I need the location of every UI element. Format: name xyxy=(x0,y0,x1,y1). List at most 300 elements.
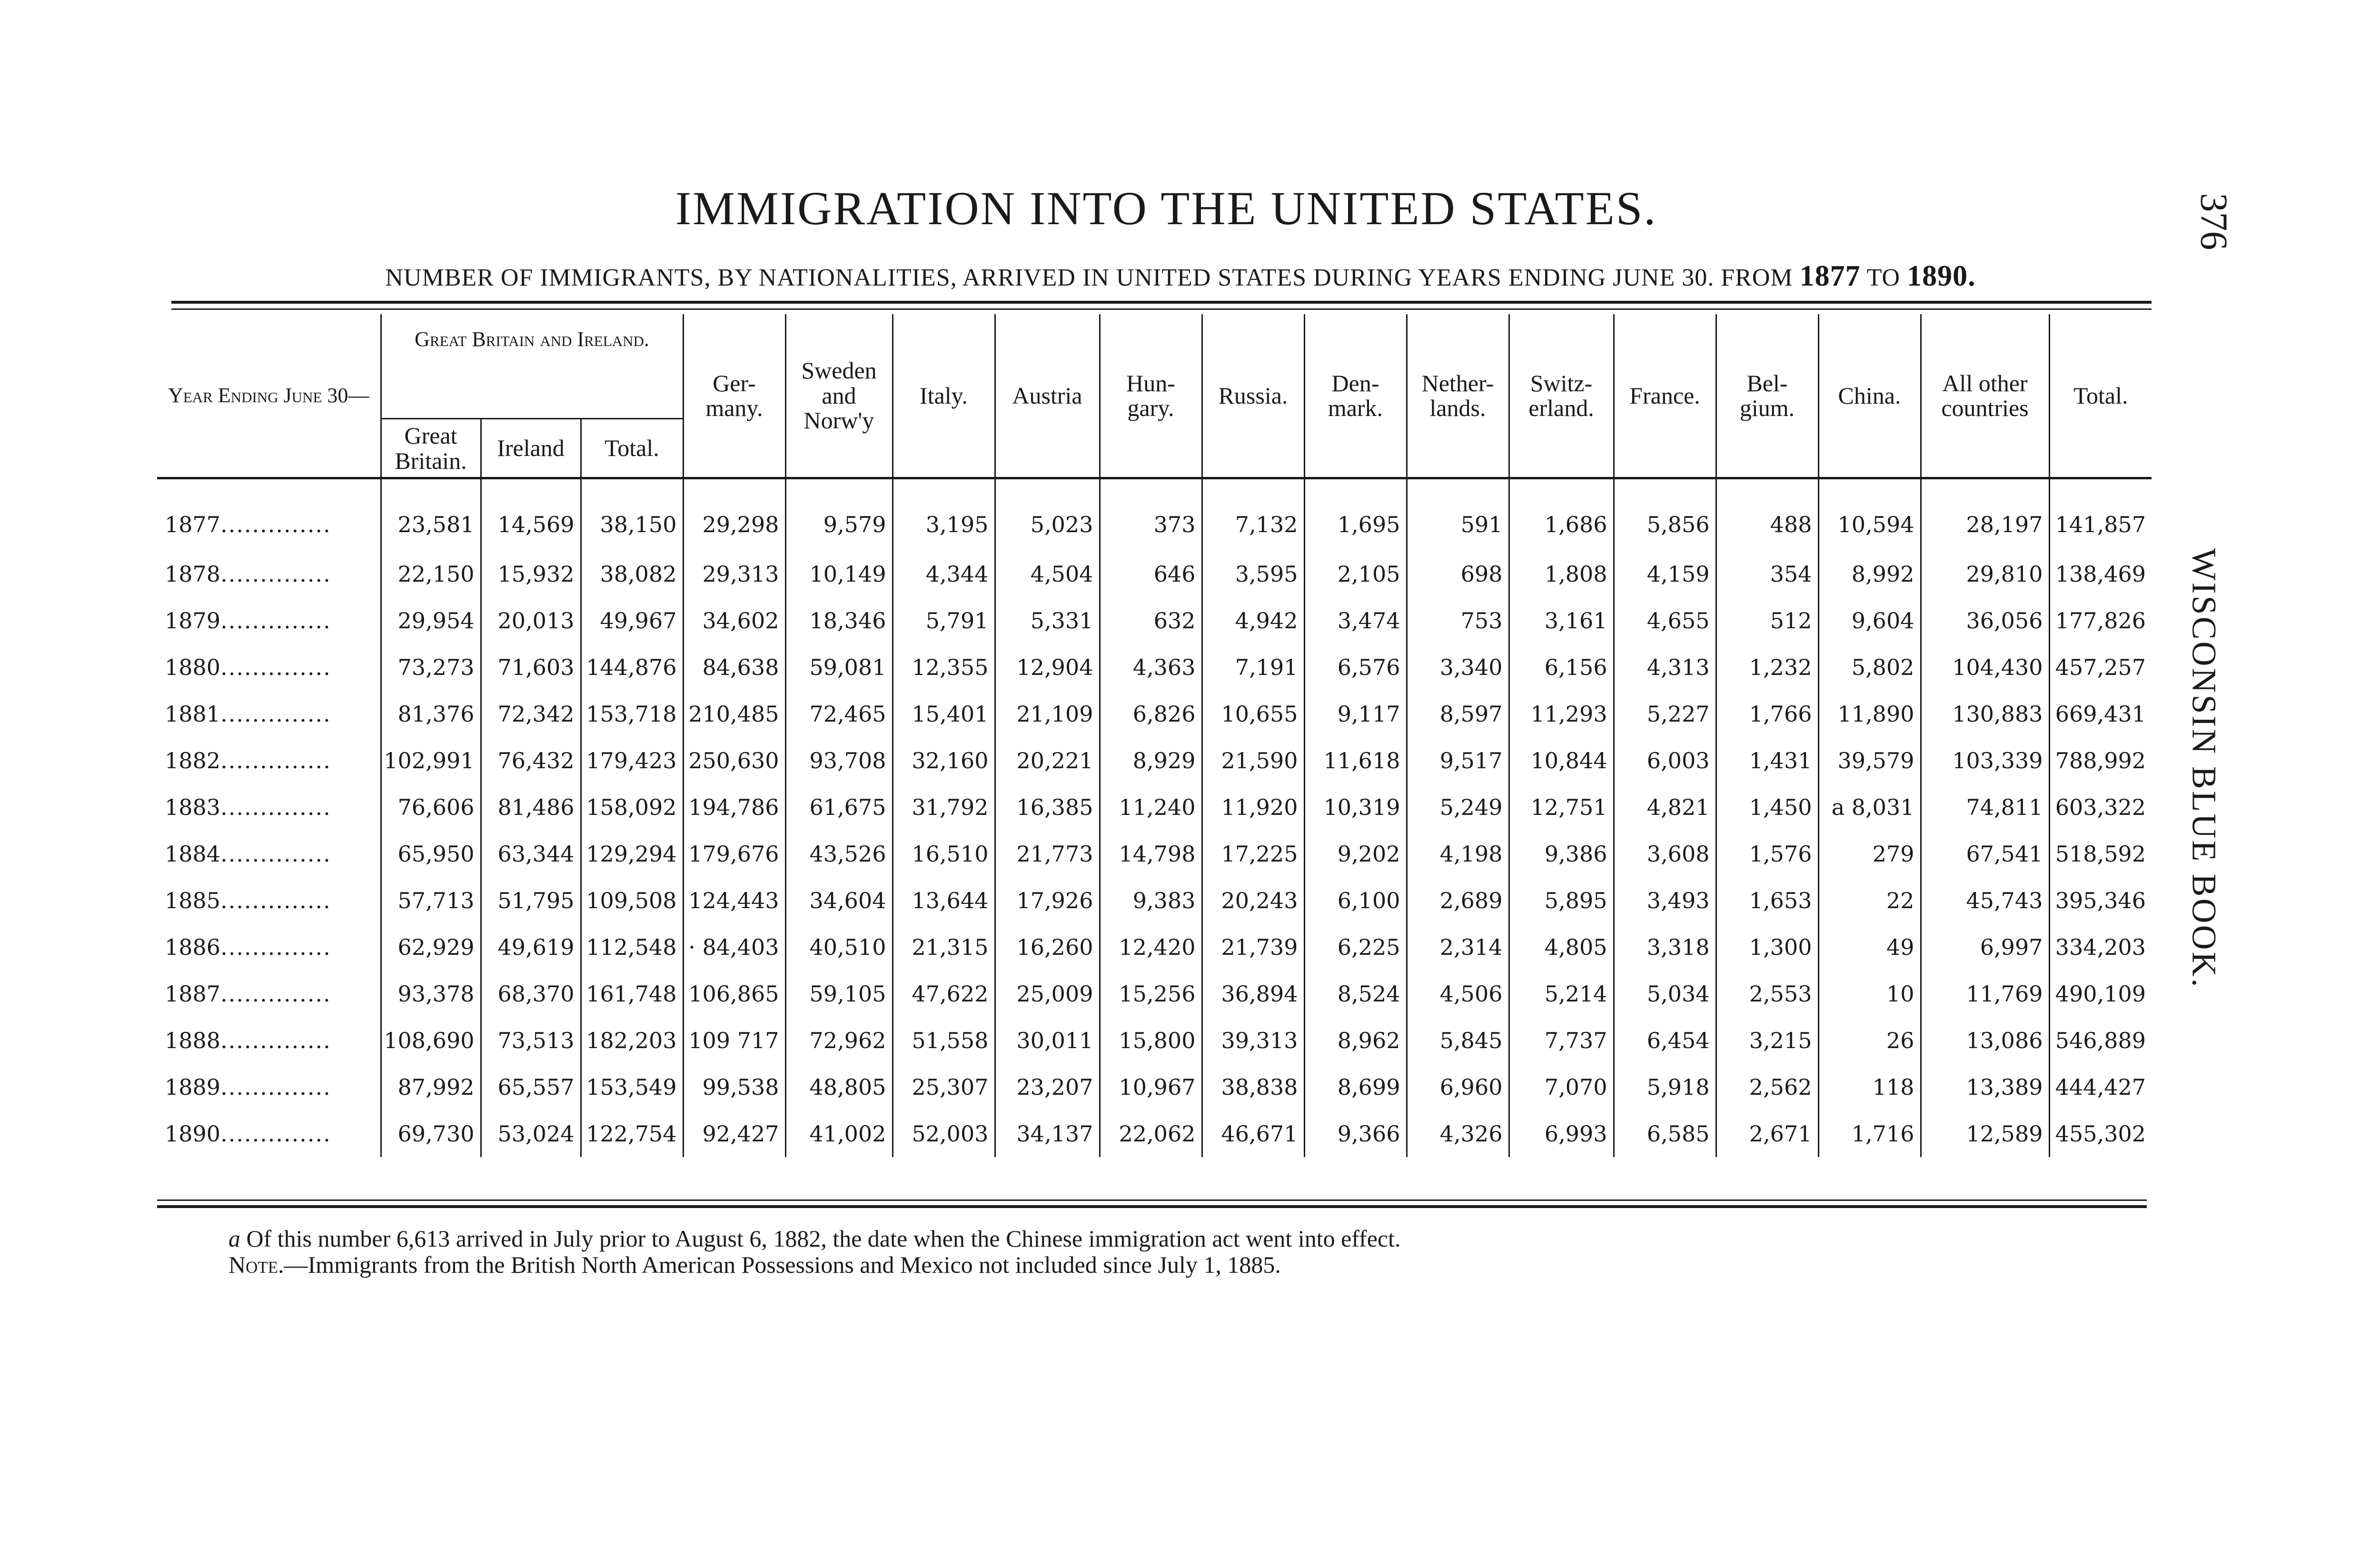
table-cell: 11,920 xyxy=(1202,784,1304,831)
table-cell: 158,092 xyxy=(581,784,683,831)
table-cell: 9,383 xyxy=(1100,877,1202,924)
row-year-label: 1880 xyxy=(165,654,221,680)
table-cell: 11,618 xyxy=(1304,737,1407,784)
table-cell: 6,100 xyxy=(1304,877,1407,924)
row-year-label: 1886 xyxy=(165,934,221,960)
table-cell: 68,370 xyxy=(481,971,581,1017)
table-cell: 81,486 xyxy=(481,784,581,831)
row-year xyxy=(157,1064,381,1110)
table-row xyxy=(157,971,2152,1017)
table-cell: 5,034 xyxy=(1614,971,1716,1017)
table-cell: 13,644 xyxy=(892,877,995,924)
table-cell: 5,331 xyxy=(995,597,1100,644)
table-cell: 43,526 xyxy=(785,831,892,877)
table-cell: 10,967 xyxy=(1100,1064,1202,1110)
footnotes xyxy=(228,1226,2037,1278)
table-cell: 53,024 xyxy=(481,1110,581,1157)
table-body xyxy=(157,478,2152,1158)
table-cell: 124,443 xyxy=(683,877,785,924)
table-cell: 177,826 xyxy=(2055,608,2146,634)
table-cell: 3,195 xyxy=(892,478,995,551)
header-ireland: Ireland xyxy=(481,419,581,478)
table-cell: 118 xyxy=(1818,1064,1921,1110)
table-cell: 591 xyxy=(1407,478,1509,551)
table-cell: 20,221 xyxy=(995,737,1100,784)
table-cell: 646 xyxy=(1100,551,1202,597)
table-cell: 13,086 xyxy=(1921,1017,2049,1064)
table-cell: 73,273 xyxy=(381,644,481,691)
table-cell: 63,344 xyxy=(481,831,581,877)
table-cell: 93,378 xyxy=(381,971,481,1017)
table-cell: 10,149 xyxy=(785,551,892,597)
table-cell: 23,581 xyxy=(381,478,481,551)
table-cell: 1,695 xyxy=(1304,478,1407,551)
header-denmark: Den-mark. xyxy=(1304,314,1407,478)
table-cell: 20,013 xyxy=(481,597,581,644)
table-cell: 1,232 xyxy=(1716,644,1818,691)
table-cell: 8,929 xyxy=(1100,737,1202,784)
header-france: France. xyxy=(1614,314,1716,478)
table-cell: 23,207 xyxy=(995,1064,1100,1110)
table-cell: 512 xyxy=(1716,597,1818,644)
row-leader-dots: .............. xyxy=(220,981,331,1007)
table-cell: 5,802 xyxy=(1818,644,1921,691)
table-cell: 109 717 xyxy=(683,1017,785,1064)
footnote-a xyxy=(228,1226,2037,1252)
table-cell: 49,967 xyxy=(581,597,683,644)
table-cell: 12,420 xyxy=(1100,924,1202,971)
row-leader-dots: .............. xyxy=(220,1121,331,1147)
table-cell: 12,355 xyxy=(892,644,995,691)
table-cell: a 8,031 xyxy=(1818,784,1921,831)
table-cell: 8,524 xyxy=(1304,971,1407,1017)
table-cell: 39,313 xyxy=(1202,1017,1304,1064)
table-cell: 4,655 xyxy=(1614,597,1716,644)
table-cell: 5,249 xyxy=(1407,784,1509,831)
table-row xyxy=(157,597,2152,644)
table-cell: 36,056 xyxy=(1921,597,2049,644)
table-cell: 5,214 xyxy=(1509,971,1614,1017)
table-cell: 8,699 xyxy=(1304,1064,1407,1110)
row-leader-dots: .............. xyxy=(220,654,331,680)
top-rule-thin xyxy=(171,308,2152,310)
table-row xyxy=(157,691,2152,737)
table-cell: 130,883 xyxy=(1921,691,2049,737)
table-cell: 29,298 xyxy=(683,478,785,551)
table-cell: 4,942 xyxy=(1202,597,1304,644)
row-leader-dots: .............. xyxy=(220,1028,331,1053)
table-cell: 16,510 xyxy=(892,831,995,877)
header-belgium: Bel-gium. xyxy=(1716,314,1818,478)
subtitle-from-year: 1877 xyxy=(1799,260,1861,292)
header-germany: Ger-many. xyxy=(683,314,785,478)
table-cell: 6,997 xyxy=(1921,924,2049,971)
table-cell: 8,597 xyxy=(1407,691,1509,737)
bottom-rule-thick xyxy=(157,1205,2147,1208)
table-cell: 36,894 xyxy=(1202,971,1304,1017)
table-cell: 603,322 xyxy=(2055,794,2146,820)
table-cell: 3,493 xyxy=(1614,877,1716,924)
table-cell: 153,718 xyxy=(581,691,683,737)
table-cell: 49,619 xyxy=(481,924,581,971)
table-cell: 279 xyxy=(1818,831,1921,877)
table-cell: 4,198 xyxy=(1407,831,1509,877)
table-cell: 6,225 xyxy=(1304,924,1407,971)
table-cell: 38,082 xyxy=(581,551,683,597)
table-cell: 65,557 xyxy=(481,1064,581,1110)
table-cell: 488 xyxy=(1716,478,1818,551)
table-cell: 4,326 xyxy=(1407,1110,1509,1157)
table-cell: 59,081 xyxy=(785,644,892,691)
table-cell: 373 xyxy=(1100,478,1202,551)
row-year xyxy=(157,691,381,737)
table-cell: 6,993 xyxy=(1509,1110,1614,1157)
subtitle-to-word: TO xyxy=(1866,264,1901,291)
table-cell: 17,225 xyxy=(1202,831,1304,877)
table-cell: 48,805 xyxy=(785,1064,892,1110)
table-cell: 25,009 xyxy=(995,971,1100,1017)
row-leader-dots: .............. xyxy=(220,794,331,820)
row-year-label: 1884 xyxy=(165,841,221,867)
table-cell: 5,856 xyxy=(1614,478,1716,551)
row-year-label: 1887 xyxy=(165,981,221,1007)
table-cell: 16,385 xyxy=(995,784,1100,831)
table-cell: 93,708 xyxy=(785,737,892,784)
table-cell: 13,389 xyxy=(1921,1064,2049,1110)
table-row xyxy=(157,924,2152,971)
table-cell: 4,821 xyxy=(1614,784,1716,831)
table-cell: 87,992 xyxy=(381,1064,481,1110)
table-cell: 11,890 xyxy=(1818,691,1921,737)
table-cell: 9,517 xyxy=(1407,737,1509,784)
table-cell: 15,800 xyxy=(1100,1017,1202,1064)
table-cell: 250,630 xyxy=(683,737,785,784)
row-year xyxy=(157,551,381,597)
row-leader-dots: .............. xyxy=(220,841,331,867)
table-cell: 21,773 xyxy=(995,831,1100,877)
table-cell: 22 xyxy=(1818,877,1921,924)
table-cell: 52,003 xyxy=(892,1110,995,1157)
table-cell: 17,926 xyxy=(995,877,1100,924)
table-cell: 15,932 xyxy=(481,551,581,597)
table-cell: 84,638 xyxy=(683,644,785,691)
table-cell: 46,671 xyxy=(1202,1110,1304,1157)
table-cell: 59,105 xyxy=(785,971,892,1017)
table-cell: 21,109 xyxy=(995,691,1100,737)
table-cell: 65,950 xyxy=(381,831,481,877)
table-cell: 14,798 xyxy=(1100,831,1202,877)
row-leader-dots: .............. xyxy=(220,934,331,960)
table-cell: 22,062 xyxy=(1100,1110,1202,1157)
table-cell: 61,675 xyxy=(785,784,892,831)
table-cell: 102,991 xyxy=(381,737,481,784)
row-leader-dots: .............. xyxy=(220,701,331,727)
header-grand-total: Total. xyxy=(2049,314,2152,478)
table-cell: 12,751 xyxy=(1509,784,1614,831)
table-cell: 153,549 xyxy=(581,1064,683,1110)
table-cell: · 84,403 xyxy=(683,924,785,971)
table-cell: 11,293 xyxy=(1509,691,1614,737)
table-cell: 29,954 xyxy=(381,597,481,644)
table-cell: 32,160 xyxy=(892,737,995,784)
table-cell: 6,585 xyxy=(1614,1110,1716,1157)
footnote-a-marker: a xyxy=(228,1225,240,1252)
table-cell: 8,962 xyxy=(1304,1017,1407,1064)
table-cell: 179,676 xyxy=(683,831,785,877)
table-cell: 73,513 xyxy=(481,1017,581,1064)
table-cell: 1,576 xyxy=(1716,831,1818,877)
table-cell: 518,592 xyxy=(2055,841,2146,867)
table-cell: 72,342 xyxy=(481,691,581,737)
table-cell: 161,748 xyxy=(581,971,683,1017)
table-cell: 10,594 xyxy=(1818,478,1921,551)
table-cell: 9,202 xyxy=(1304,831,1407,877)
table-cell: 10,655 xyxy=(1202,691,1304,737)
row-year xyxy=(157,1110,381,1157)
row-year xyxy=(157,478,381,551)
table-cell: 546,889 xyxy=(2055,1028,2146,1053)
table-cell: 4,344 xyxy=(892,551,995,597)
table-row xyxy=(157,877,2152,924)
row-year xyxy=(157,737,381,784)
table-cell: 632 xyxy=(1100,597,1202,644)
row-year-label: 1883 xyxy=(165,794,221,820)
table-cell: 4,506 xyxy=(1407,971,1509,1017)
table-cell: 49 xyxy=(1818,924,1921,971)
header-hungary: Hun-gary. xyxy=(1100,314,1202,478)
table-row xyxy=(157,737,2152,784)
table-cell: 12,904 xyxy=(995,644,1100,691)
row-leader-dots: .............. xyxy=(220,561,331,587)
table-row xyxy=(157,1110,2152,1157)
row-year xyxy=(157,644,381,691)
table-cell: 72,465 xyxy=(785,691,892,737)
table-cell: 76,432 xyxy=(481,737,581,784)
row-year xyxy=(157,597,381,644)
row-year xyxy=(157,784,381,831)
table-cell: 92,427 xyxy=(683,1110,785,1157)
table-cell: 698 xyxy=(1407,551,1509,597)
table-cell: 1,300 xyxy=(1716,924,1818,971)
table-row xyxy=(157,784,2152,831)
header-china: China. xyxy=(1818,314,1921,478)
table-cell: 22,150 xyxy=(381,551,481,597)
table-cell: 10,844 xyxy=(1509,737,1614,784)
table-cell: 106,865 xyxy=(683,971,785,1017)
table-cell: 6,156 xyxy=(1509,644,1614,691)
row-year xyxy=(157,1017,381,1064)
row-year-label: 1888 xyxy=(165,1028,221,1053)
table-cell: 21,739 xyxy=(1202,924,1304,971)
table-cell: 122,754 xyxy=(581,1110,683,1157)
table-cell: 3,215 xyxy=(1716,1017,1818,1064)
table-row xyxy=(157,644,2152,691)
table-cell: 11,769 xyxy=(1921,971,2049,1017)
header-italy: Italy. xyxy=(892,314,995,478)
table-cell: 16,260 xyxy=(995,924,1100,971)
header-austria: Austria xyxy=(995,314,1100,478)
table-cell: 4,313 xyxy=(1614,644,1716,691)
table-cell: 41,002 xyxy=(785,1110,892,1157)
table-cell: 141,857 xyxy=(2055,512,2146,537)
table-cell: 788,992 xyxy=(2055,748,2146,773)
row-leader-dots: .............. xyxy=(220,748,331,773)
header-switzerland: Switz-erland. xyxy=(1509,314,1614,478)
table-cell: 21,315 xyxy=(892,924,995,971)
table-cell: 2,562 xyxy=(1716,1064,1818,1110)
table-cell: 444,427 xyxy=(2055,1074,2146,1100)
table-subtitle xyxy=(200,259,2161,293)
table-cell: 72,962 xyxy=(785,1017,892,1064)
table-cell: 3,318 xyxy=(1614,924,1716,971)
table-cell: 1,450 xyxy=(1716,784,1818,831)
table-cell: 108,690 xyxy=(381,1017,481,1064)
note-label: Note. xyxy=(228,1251,284,1278)
header-all-other-countries: All other countries xyxy=(1921,314,2049,478)
row-year-label: 1882 xyxy=(165,748,221,773)
table-cell: 45,743 xyxy=(1921,877,2049,924)
table-cell: 3,340 xyxy=(1407,644,1509,691)
footnote-note xyxy=(228,1252,2037,1278)
table-cell: 194,786 xyxy=(683,784,785,831)
table-cell: 38,838 xyxy=(1202,1064,1304,1110)
table-cell: 9,366 xyxy=(1304,1110,1407,1157)
table-cell: 1,808 xyxy=(1509,551,1614,597)
table-cell: 21,590 xyxy=(1202,737,1304,784)
immigration-table xyxy=(157,314,2152,1157)
table-cell: 5,023 xyxy=(995,478,1100,551)
table-cell: 29,313 xyxy=(683,551,785,597)
table-cell: 455,302 xyxy=(2055,1121,2146,1147)
table-cell: 5,845 xyxy=(1407,1017,1509,1064)
table-cell: 14,569 xyxy=(481,478,581,551)
row-year-label: 1889 xyxy=(165,1074,221,1100)
table-cell: 4,805 xyxy=(1509,924,1614,971)
header-great-britain: Great Britain. xyxy=(381,419,481,478)
table-cell: 354 xyxy=(1716,551,1818,597)
table-cell: 81,376 xyxy=(381,691,481,737)
table-cell: 47,622 xyxy=(892,971,995,1017)
table-cell: 457,257 xyxy=(2055,654,2146,680)
row-year-label: 1877 xyxy=(165,512,221,537)
table-cell: 1,686 xyxy=(1509,478,1614,551)
table-cell: 129,294 xyxy=(581,831,683,877)
header-group-great-britain-ireland: Great Britain and Ireland. xyxy=(381,314,683,419)
table-cell: 2,671 xyxy=(1716,1110,1818,1157)
footnote-a-text: Of this number 6,613 arrived in July prior to August 6, 1882, the date when the Chinese immigration act went into effect. xyxy=(246,1225,1401,1252)
table-cell: 112,548 xyxy=(581,924,683,971)
header-sweden-norway: Sweden and Norw'y xyxy=(785,314,892,478)
table-cell: 7,191 xyxy=(1202,644,1304,691)
table-cell: 7,132 xyxy=(1202,478,1304,551)
table-cell: 74,811 xyxy=(1921,784,2049,831)
table-row xyxy=(157,1064,2152,1110)
table-row xyxy=(157,551,2152,597)
table-row xyxy=(157,831,2152,877)
table-cell: 2,553 xyxy=(1716,971,1818,1017)
table-cell: 69,730 xyxy=(381,1110,481,1157)
header-netherlands: Nether-lands. xyxy=(1407,314,1509,478)
table-cell: 51,558 xyxy=(892,1017,995,1064)
table-cell: 6,576 xyxy=(1304,644,1407,691)
table-cell: 144,876 xyxy=(581,644,683,691)
table-cell: 6,960 xyxy=(1407,1064,1509,1110)
table-cell: 67,541 xyxy=(1921,831,2049,877)
table-cell: 490,109 xyxy=(2055,981,2146,1007)
table-cell: 395,346 xyxy=(2055,888,2146,913)
table-cell: 40,510 xyxy=(785,924,892,971)
table-cell: 5,791 xyxy=(892,597,995,644)
row-year xyxy=(157,924,381,971)
table-cell: 26 xyxy=(1818,1017,1921,1064)
header-year-ending: Year Ending June 30— xyxy=(157,314,381,478)
page-number: 376 xyxy=(2192,193,2235,250)
running-side-title: WISCONSIN BLUE BOOK. xyxy=(2185,548,2223,989)
table-cell: 2,314 xyxy=(1407,924,1509,971)
table-cell: 15,401 xyxy=(892,691,995,737)
header-gb-ireland-total: Total. xyxy=(581,419,683,478)
table-cell: 210,485 xyxy=(683,691,785,737)
table-cell: 3,161 xyxy=(1509,597,1614,644)
table-cell: 18,346 xyxy=(785,597,892,644)
table-row xyxy=(157,1017,2152,1064)
table-cell: 71,603 xyxy=(481,644,581,691)
table-cell: 15,256 xyxy=(1100,971,1202,1017)
table-cell: 10 xyxy=(1818,971,1921,1017)
table-cell: 3,474 xyxy=(1304,597,1407,644)
page-title: IMMIGRATION INTO THE UNITED STATES. xyxy=(675,182,1657,235)
table-row xyxy=(157,478,2152,551)
table-cell: 99,538 xyxy=(683,1064,785,1110)
table-cell: 3,595 xyxy=(1202,551,1304,597)
table-cell: 34,137 xyxy=(995,1110,1100,1157)
table-cell: 334,203 xyxy=(2055,934,2146,960)
table-cell: 5,227 xyxy=(1614,691,1716,737)
table-cell: 2,105 xyxy=(1304,551,1407,597)
table-cell: 5,918 xyxy=(1614,1064,1716,1110)
table-cell: 9,579 xyxy=(785,478,892,551)
row-year xyxy=(157,831,381,877)
table-cell: 4,159 xyxy=(1614,551,1716,597)
row-leader-dots: .............. xyxy=(220,608,331,634)
subtitle-main: NUMBER OF IMMIGRANTS, BY NATIONALITIES, ARRIVED IN UNITED STATES DURING YEARS ENDING JUNE 30. FROM xyxy=(385,264,1793,291)
table-cell: 1,766 xyxy=(1716,691,1818,737)
table-cell: 138,469 xyxy=(2055,561,2146,587)
row-year-label: 1890 xyxy=(165,1121,221,1147)
table-cell: 1,653 xyxy=(1716,877,1818,924)
table-cell: 12,589 xyxy=(1921,1110,2049,1157)
bottom-rule-thin xyxy=(157,1199,2147,1201)
table-cell: 2,689 xyxy=(1407,877,1509,924)
table-cell: 11,240 xyxy=(1100,784,1202,831)
table-cell: 9,117 xyxy=(1304,691,1407,737)
table-cell: 6,826 xyxy=(1100,691,1202,737)
table-cell: 753 xyxy=(1407,597,1509,644)
table-cell: 182,203 xyxy=(581,1017,683,1064)
table-cell: 51,795 xyxy=(481,877,581,924)
table-cell: 34,602 xyxy=(683,597,785,644)
table-cell: 39,579 xyxy=(1818,737,1921,784)
table-cell: 179,423 xyxy=(581,737,683,784)
table-cell: 30,011 xyxy=(995,1017,1100,1064)
table-cell: 3,608 xyxy=(1614,831,1716,877)
table-cell: 25,307 xyxy=(892,1064,995,1110)
table-cell: 28,197 xyxy=(1921,478,2049,551)
table-cell: 38,150 xyxy=(581,478,683,551)
top-rule-thick xyxy=(171,301,2152,304)
row-year-label: 1879 xyxy=(165,608,221,634)
header-russia: Russia. xyxy=(1202,314,1304,478)
